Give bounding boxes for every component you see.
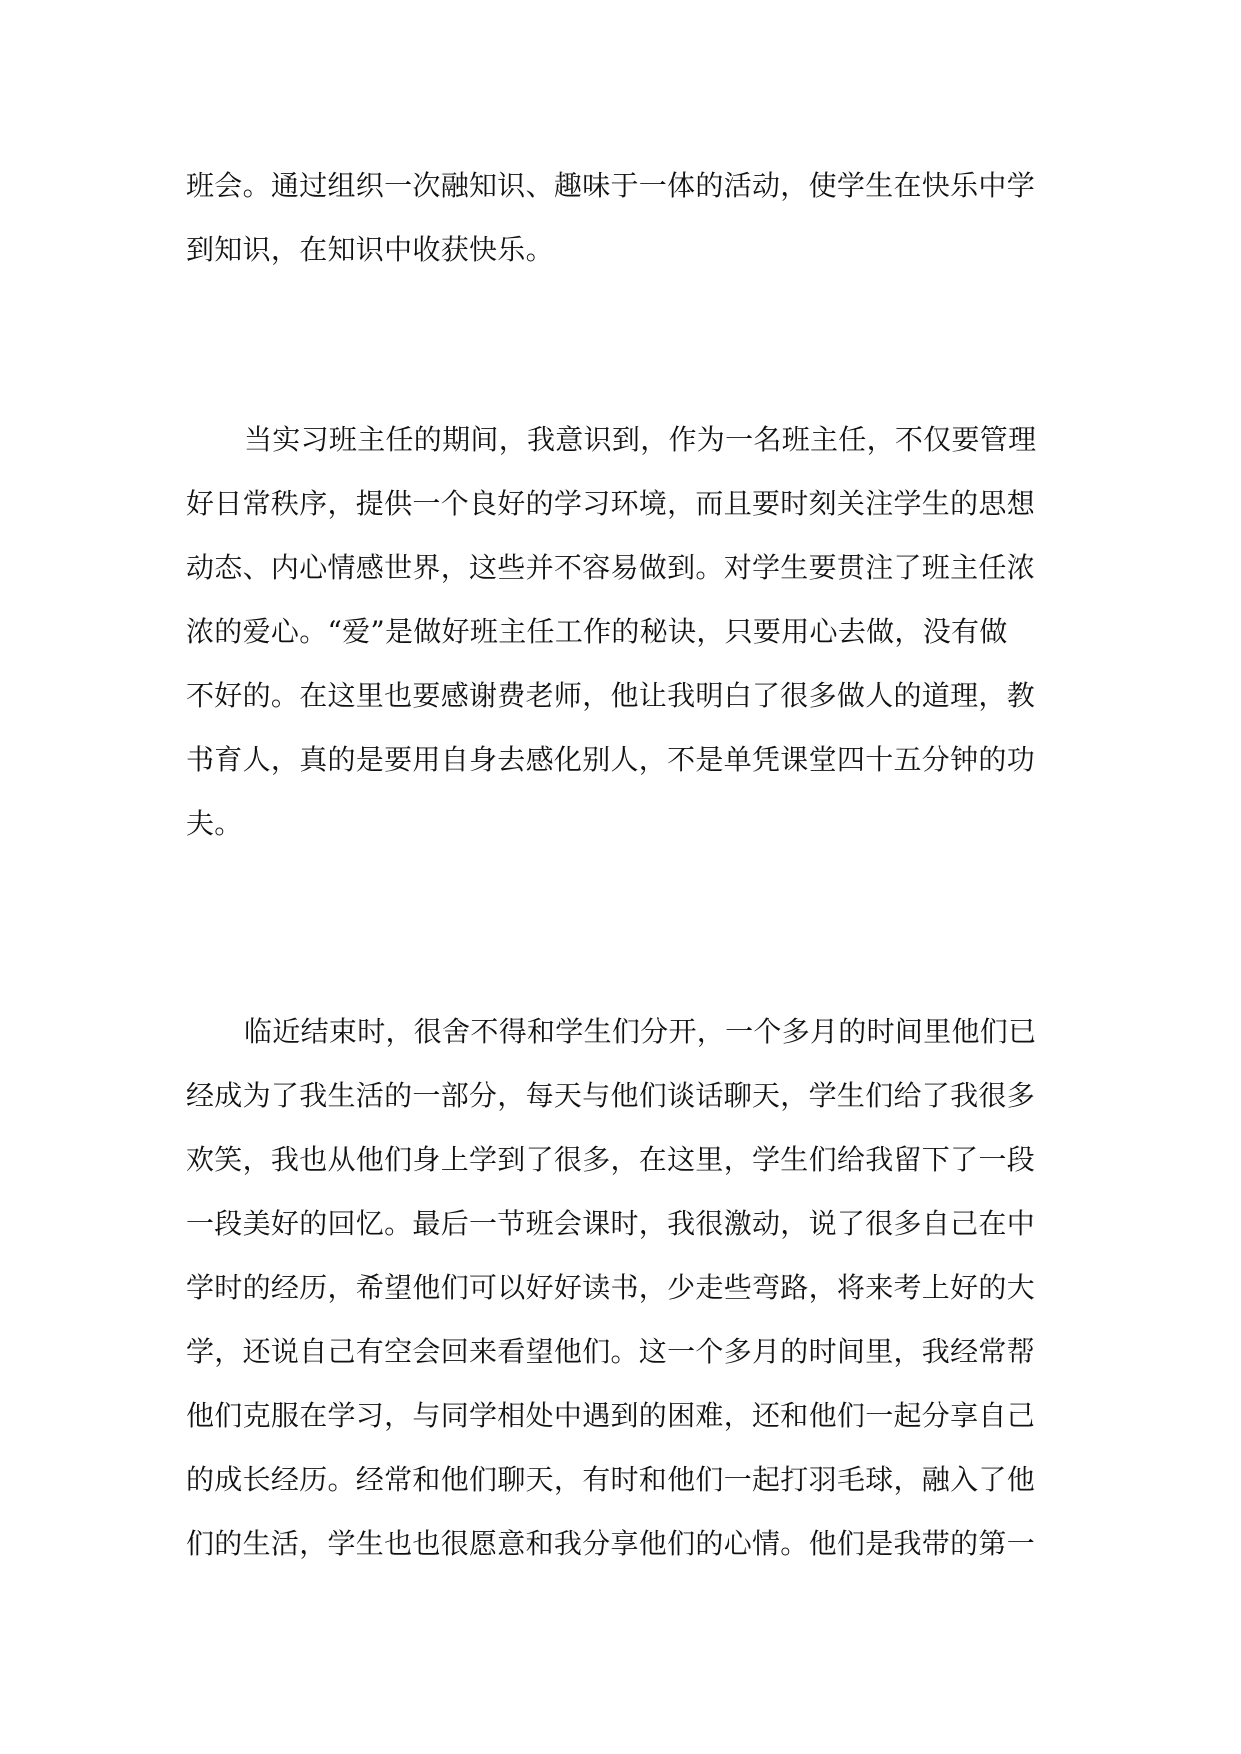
paragraph-1: [186, 154, 1052, 282]
text-line: 他们克服在学习，与同学相处中遇到的困难，还和他们一起分享自己: [186, 1399, 1036, 1432]
text-line: 学时的经历，希望他们可以好好读书，少走些弯路，将来考上好的大: [186, 1271, 1036, 1304]
text-line: 经成为了我生活的一部分，每天与他们谈话聊天，学生们给了我很多: [186, 1079, 1036, 1112]
text-line: 临近结束时，很舍不得和学生们分开，一个多月的时间里他们已: [244, 1015, 1037, 1048]
text-line: 不好的。在这里也要感谢费老师，他让我明白了很多做人的道理，教: [186, 679, 1036, 712]
text-line: 书育人，真的是要用自身去感化别人，不是单凭课堂四十五分钟的功: [186, 743, 1036, 776]
paragraph-2: [186, 408, 1052, 856]
text-line: 们的生活，学生也也很愿意和我分享他们的心情。他们是我带的第一: [186, 1527, 1036, 1560]
text-line: 一段美好的回忆。最后一节班会课时，我很激动，说了很多自己在中: [186, 1207, 1036, 1240]
text-line: 浓的爱心。“爱”是做好班主任工作的秘诀，只要用心去做，没有做: [186, 615, 1008, 648]
text-line: 班会。通过组织一次融知识、趣味于一体的活动，使学生在快乐中学: [186, 169, 1036, 202]
paragraph-3: [186, 1000, 1052, 1576]
text-line: 的成长经历。经常和他们聊天，有时和他们一起打羽毛球，融入了他: [186, 1463, 1036, 1496]
text-line: 到知识，在知识中收获快乐。: [186, 233, 554, 266]
text-line: 好日常秩序，提供一个良好的学习环境，而且要时刻关注学生的思想: [186, 487, 1036, 520]
text-line: 学，还说自己有空会回来看望他们。这一个多月的时间里，我经常帮: [186, 1335, 1036, 1368]
text-line: 夫。: [186, 807, 243, 840]
text-line: 当实习班主任的期间，我意识到，作为一名班主任，不仅要管理: [244, 423, 1037, 456]
text-line: 动态、内心情感世界，这些并不容易做到。对学生要贯注了班主任浓: [186, 551, 1036, 584]
text-line: 欢笑，我也从他们身上学到了很多，在这里，学生们给我留下了一段: [186, 1143, 1036, 1176]
